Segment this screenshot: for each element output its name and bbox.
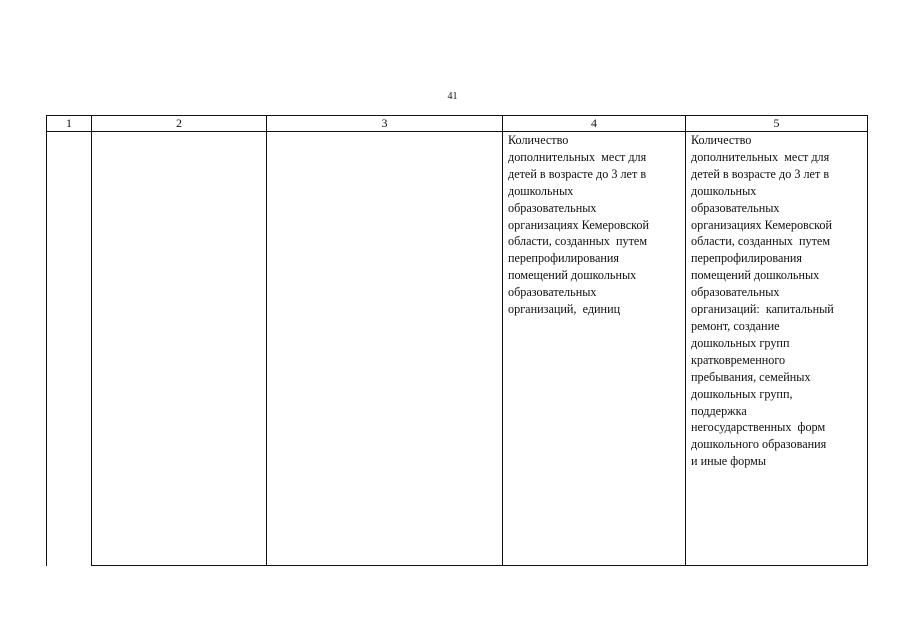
column-divider-3: [502, 115, 503, 566]
cell-text-line: дошкольных: [691, 183, 757, 198]
column-divider-4: [685, 115, 686, 566]
cell-text-line: помещений дошкольных: [691, 268, 820, 283]
cell-col4-indicator-text: [508, 132, 649, 318]
cell-text-line: организациях Кемеровской: [691, 217, 833, 232]
cell-text-line: образовательных: [691, 200, 780, 215]
header-cell-3: 3: [381, 116, 388, 130]
cell-text-line: перепрофилирования: [508, 251, 620, 266]
cell-text-line: поддержка: [691, 403, 747, 418]
header-cell-5: 5: [773, 116, 780, 130]
cell-text-line: и иные формы: [691, 454, 767, 469]
header-cell-1: 1: [66, 116, 72, 130]
cell-text-line: образовательных: [691, 285, 780, 300]
cell-text-line: образовательных: [508, 285, 597, 300]
cell-text-line: Количество: [691, 133, 752, 147]
header-cell-2: 2: [176, 116, 182, 130]
cell-text-line: области, созданных путем: [508, 234, 648, 249]
cell-text-line: дошкольного образования: [691, 437, 827, 452]
cell-text-line: кратковременного: [691, 352, 786, 367]
cell-text-line: перепрофилирования: [691, 251, 803, 266]
cell-text-line: помещений дошкольных: [508, 268, 637, 283]
cell-text-line: организациях Кемеровской: [508, 217, 650, 232]
cell-text-line: организаций, единиц: [508, 302, 621, 317]
cell-text-line: дошкольных групп: [691, 335, 790, 350]
table-left-border: [46, 115, 47, 566]
cell-text-line: организаций: капитальный: [691, 302, 834, 317]
cell-text-line: негосударственных форм: [691, 420, 826, 435]
cell-text-line: пребывания, семейных: [691, 369, 811, 384]
cell-text-line: детей в возрасте до 3 лет в: [691, 166, 830, 181]
cell-text-line: дошкольных групп,: [691, 386, 793, 401]
column-divider-2: [266, 115, 267, 566]
page-number: 41: [447, 91, 458, 102]
column-divider-1: [91, 115, 92, 566]
cell-col5-indicator-text: [691, 132, 834, 470]
cell-text-line: области, созданных путем: [691, 234, 831, 249]
cell-text-line: детей в возрасте до 3 лет в: [508, 166, 647, 181]
cell-text-line: образовательных: [508, 200, 597, 215]
table-bottom-border: [91, 565, 868, 566]
header-cell-4: 4: [591, 116, 597, 130]
cell-text-line: дополнительных мест для: [508, 149, 647, 164]
cell-text-line: дополнительных мест для: [691, 149, 830, 164]
cell-text-line: дошкольных: [508, 183, 574, 198]
cell-text-line: ремонт, создание: [691, 318, 780, 333]
cell-text-line: Количество: [508, 133, 569, 147]
data-table: [46, 115, 868, 566]
table-right-border: [867, 115, 868, 566]
